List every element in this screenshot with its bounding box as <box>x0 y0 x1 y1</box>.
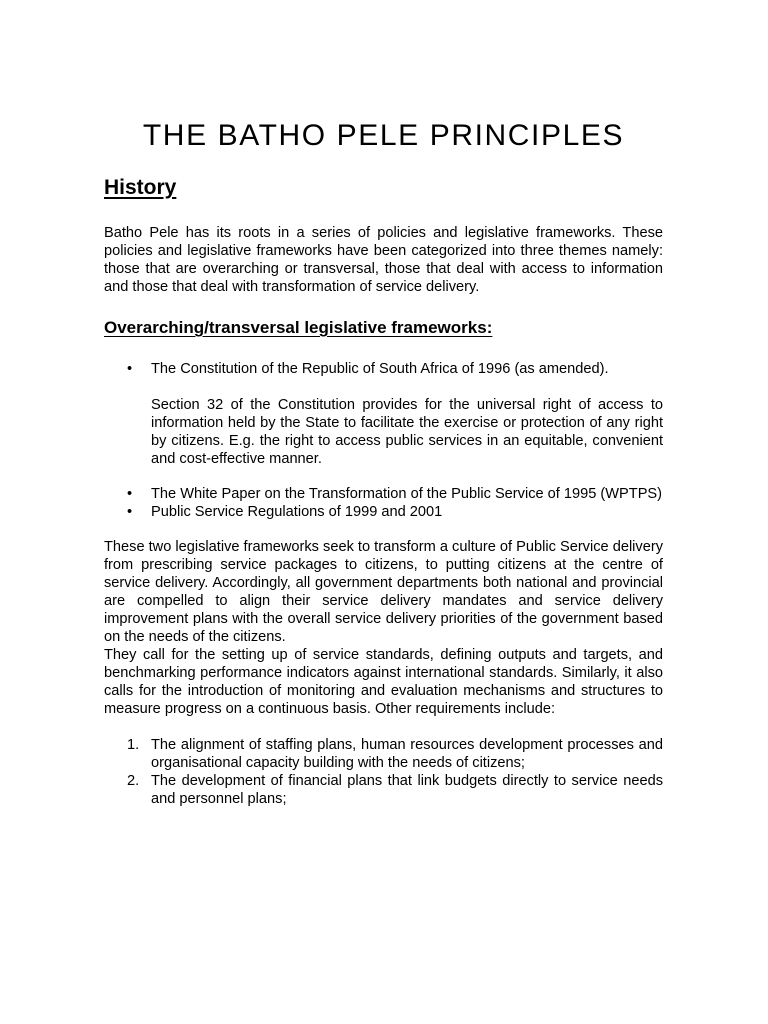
frameworks-heading: Overarching/transversal legislative frameworks: <box>104 318 493 337</box>
bullet-item-white-paper <box>104 485 663 503</box>
requirement-number: 2. <box>127 773 140 789</box>
bullet-spacer <box>104 468 663 485</box>
bullet-icon: • <box>127 504 133 520</box>
bullet-icon: • <box>127 361 133 377</box>
bullet-text: The Constitution of the Republic of South Africa of 1996 (as amended). <box>151 361 609 377</box>
bullet-item-constitution <box>104 360 663 378</box>
bullet-icon: • <box>127 486 133 502</box>
history-heading: History <box>104 176 177 199</box>
bullet-text: The White Paper on the Transformation of the Public Service of 1995 (WPTPS) <box>151 486 663 502</box>
standards-paragraph: They call for the setting up of service standards, defining outputs and targets, and benchmarking performance indicators against international standards. Similarly, it also calls for the introduction of monitoring and evaluation mechanisms and structures to measure progress on a continuous basis. Other requirements include: <box>104 647 663 717</box>
history-paragraph: Batho Pele has its roots in a series of policies and legislative frameworks. These policies and legislative frameworks have been categorized into three themes namely: those that are overarching or transversal, those that deal with access to information and those that deal with transformation of service delivery. <box>104 225 663 295</box>
frameworks-paragraph: These two legislative frameworks seek to transform a culture of Public Service delivery from prescribing service packages to citizens, to putting citizens at the centre of service delivery. Accordingly, all government departments both national and provincial are compelled to align their service delivery mandates and service delivery improvement plans with the overall service delivery priorities of the government based on the needs of the citizens. <box>104 539 663 645</box>
requirement-text: The development of financial plans that link budgets directly to service needs and personnel plans; <box>151 773 663 807</box>
bullet-item-regulations <box>104 503 663 521</box>
requirement-item <box>104 772 663 808</box>
requirement-text: The alignment of staffing plans, human resources development processes and organisational capacity building with the needs of citizens; <box>151 737 663 771</box>
frameworks-bullet-list <box>104 360 663 521</box>
document-body <box>104 116 663 808</box>
requirement-number: 1. <box>127 737 140 753</box>
constitution-note: Section 32 of the Constitution provides for the universal right of access to information held by the State to facilitate the exercise or protection of any right by citizens. E.g. the right to access public services in an equitable, convenient and cost-effective manner. <box>151 397 663 467</box>
constitution-note-wrapper <box>104 396 663 468</box>
bullet-text: Public Service Regulations of 1999 and 2001 <box>151 504 443 520</box>
requirement-item <box>104 736 663 772</box>
requirements-list <box>104 736 663 808</box>
document-title: THE BATHO PELE PRINCIPLES <box>142 119 625 152</box>
